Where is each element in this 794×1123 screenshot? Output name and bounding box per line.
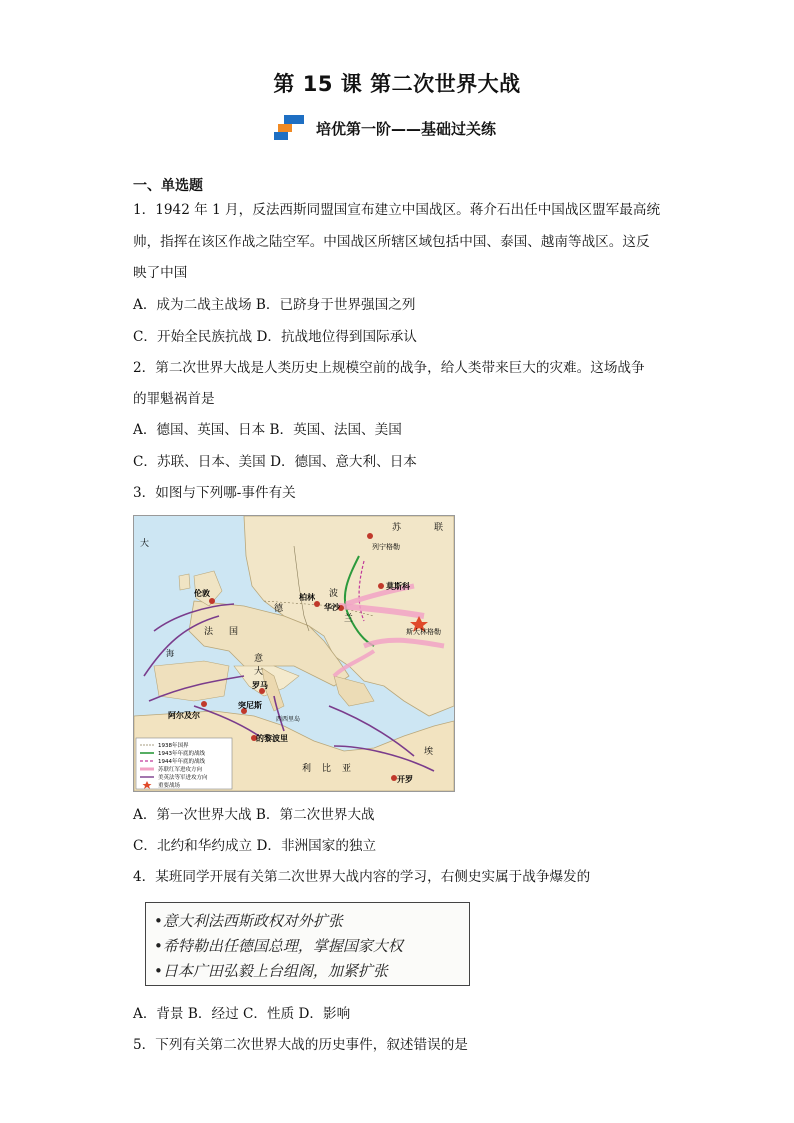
map-label-cairo: 开罗 bbox=[397, 775, 413, 784]
map-label-tripoli: 的黎波里 bbox=[256, 734, 288, 743]
map-label-libya2: 比 bbox=[322, 764, 332, 774]
section-heading: 一、单选题 bbox=[133, 178, 203, 194]
q4-box-line-2: •希特勒出任德国总理，掌握国家大权 bbox=[154, 937, 403, 955]
q5-line-1: 5．下列有关第二次世界大战的历史事件，叙述错误的是 bbox=[133, 1037, 468, 1053]
map-label-lan: 兰 bbox=[344, 614, 354, 624]
q4-line-1: 4．某班同学开展有关第二次世界大战内容的学习，右侧史实属于战争爆发的 bbox=[133, 869, 591, 885]
map-label-rome: 罗马 bbox=[252, 681, 268, 690]
q2-line-2: 的罪魁祸首是 bbox=[133, 391, 215, 407]
map-label-warsaw: 华沙 bbox=[324, 603, 340, 612]
legend-item-4: 苏联红军进攻方向 bbox=[158, 767, 203, 773]
map-label-stalingrad: 斯大林格勒 bbox=[406, 628, 441, 636]
q2-line-1: 2．第二次世界大战是人类历史上规模空前的战争，给人类带来巨大的灾难。这场战争 bbox=[133, 360, 645, 376]
map-label-bo: 波 bbox=[329, 589, 339, 599]
map-label-libya1: 利 bbox=[302, 764, 312, 774]
map-label-egypt: 埃 bbox=[424, 747, 434, 757]
q2-options-cd: C．苏联、日本、美国 D．德国、意大利、日本 bbox=[133, 454, 417, 470]
q1-options-cd: C．开始全民族抗战 D．抗战地位得到国际承认 bbox=[133, 329, 417, 345]
map-label-libya3: 亚 bbox=[342, 764, 352, 774]
q4-material-box bbox=[145, 902, 470, 986]
map-label-ocean: 大 bbox=[140, 539, 150, 549]
map-label-tunis: 突尼斯 bbox=[238, 701, 262, 710]
q2-options-ab: A．德国、英国、日本 B．英国、法国、美国 bbox=[133, 422, 402, 438]
map-label-lian: 联 bbox=[434, 523, 444, 533]
map-label-algiers: 阿尔及尔 bbox=[168, 711, 200, 720]
q1-options-ab: A．成为二战主战场 B．已跻身于世界强国之列 bbox=[133, 297, 416, 313]
map-label-de: 德 bbox=[274, 604, 284, 614]
map-label-france2: 国 bbox=[229, 627, 239, 637]
q3-options-cd: C．北约和华约成立 D．非洲国家的独立 bbox=[133, 838, 377, 854]
map-label-sicily: 西西里岛 bbox=[276, 716, 301, 723]
q1-line-2: 帅，指挥在该区作战之陆空军。中国战区所辖区域包括中国、泰国、越南等战区。这反 bbox=[133, 234, 650, 250]
subtitle-row bbox=[274, 115, 496, 141]
map-label-da: 大 bbox=[254, 667, 264, 677]
map-label-leningrad: 列宁格勒 bbox=[372, 543, 400, 551]
map-label-london: 伦敦 bbox=[194, 589, 210, 598]
legend-item-6: 重要战场 bbox=[158, 783, 181, 789]
legend-item-5: 美英法等军进攻方向 bbox=[158, 775, 208, 781]
q4-options: A．背景 B．经过 C．性质 D．影响 bbox=[133, 1006, 351, 1022]
blocks-icon bbox=[274, 115, 306, 141]
map-label-france: 法 bbox=[204, 627, 214, 637]
subtitle-text: 培优第一阶——基础过关练 bbox=[316, 119, 497, 138]
map-label-su: 苏 bbox=[392, 523, 402, 533]
map-label-berlin: 柏林 bbox=[299, 593, 315, 602]
q3-line-1: 3．如图与下列哪-事件有关 bbox=[133, 485, 296, 501]
q3-options-ab: A．第一次世界大战 B．第二次世界大战 bbox=[133, 807, 375, 823]
map-label-yi: 意 bbox=[254, 654, 264, 664]
legend-item-3: 1944年年底的战线 bbox=[158, 759, 205, 765]
map-label-sea: 海 bbox=[166, 649, 174, 658]
lesson-title: 第 15 课 第二次世界大战 bbox=[273, 72, 521, 96]
legend-item-1: 1938年国界 bbox=[158, 743, 189, 749]
map-label-moscow: 莫斯科 bbox=[386, 582, 410, 591]
q1-line-3: 映了中国 bbox=[133, 265, 188, 281]
q4-box-line-3: •日本广田弘毅上台组阁，加紧扩张 bbox=[154, 962, 388, 980]
q4-box-line-1: •意大利法西斯政权对外扩张 bbox=[154, 912, 343, 930]
ww2-europe-map bbox=[133, 515, 455, 792]
legend-item-2: 1943年年底的战线 bbox=[158, 751, 205, 757]
q1-line-1: 1．1942 年 1 月，反法西斯同盟国宣布建立中国战区。蒋介石出任中国战区盟军最高统 bbox=[133, 202, 661, 218]
